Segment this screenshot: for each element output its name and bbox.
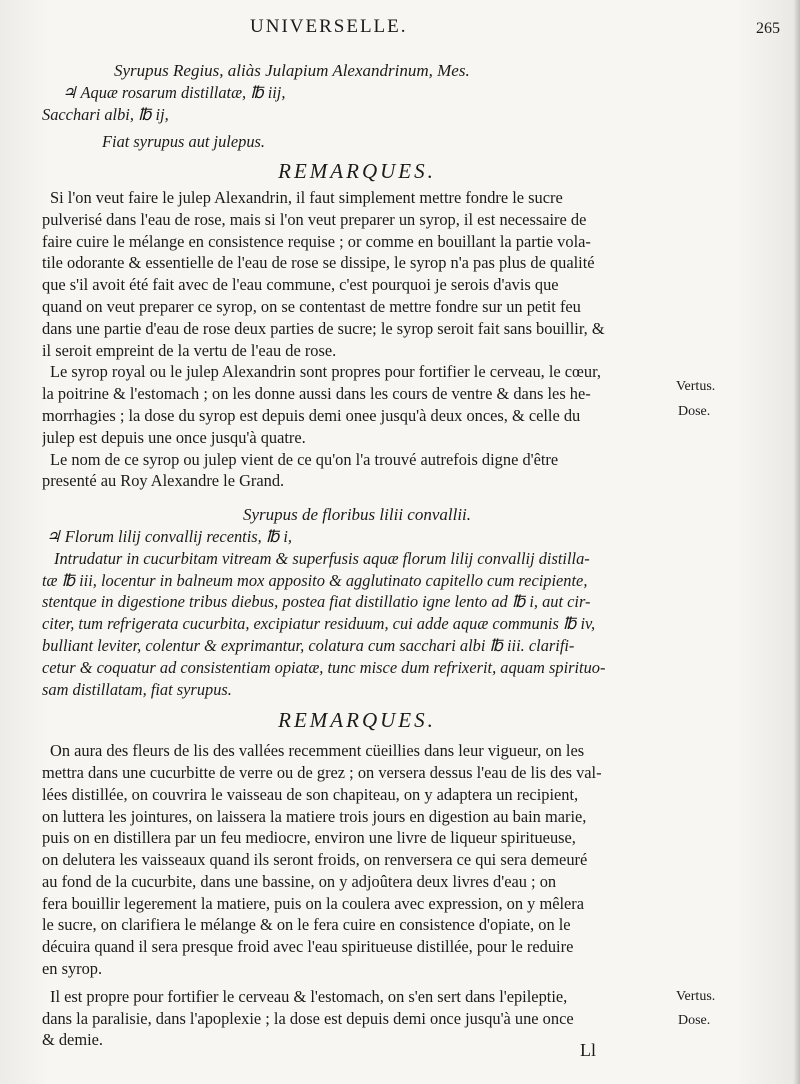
page-number: 265	[756, 20, 780, 37]
text-line: Si l'on veut faire le julep Alexandrin, il faut simplement mettre fondre le sucre	[50, 187, 563, 207]
text-line: décuira quand il sera presque froid avec l'eau spiritueuse distillée, pour le reduire	[42, 937, 574, 957]
text-line: bulliant leviter, colentur & exprimantur, colatura cum sacchari albi ℔ iii. clarifi-	[42, 635, 575, 655]
text-line: Le syrop royal ou le julep Alexandrin sont propres pour fortifier le cerveau, le cœur,	[50, 362, 601, 382]
text-line: mettra dans une cucurbitte de verre ou de grez ; on versera dessus l'eau de lis des val-	[42, 762, 602, 782]
margin-note-vertus-2: Vertus.	[676, 989, 716, 1004]
text-line: en syrop.	[42, 959, 103, 979]
margin-note-dose-2: Dose.	[678, 1013, 711, 1028]
text-line: faire cuire le mélange en consistence requise ; or comme en bouillant la partie vola-	[42, 231, 591, 251]
text-line: stentque in digestione tribus diebus, postea fiat distillatio igne lento ad ℔ i, aut cir-	[42, 592, 591, 612]
text-line: puis on en distillera par un feu mediocre, environ une livre de liqueur spiritueuse,	[42, 828, 576, 848]
text-line: dans une partie d'eau de rose deux parties de sucre; le syrop seroit fait sans bouillir, &	[42, 318, 605, 338]
text-line: dans la paralisie, dans l'apoplexie ; la dose est depuis demi once jusqu'à une once	[42, 1008, 574, 1028]
text-line: morrhagies ; la dose du syrop est depuis demi onee jusqu'à deux onces, & celle du	[42, 405, 581, 425]
text-line: Intrudatur in cucurbitam vitream & superfusis aquæ florum lilij convallij distilla-	[54, 548, 590, 568]
text-line: fera bouillir legerement la matiere, puis on la coulera avec expression, on y mêlera	[42, 893, 585, 913]
text-line: Le nom de ce syrop ou julep vient de ce qu'on l'a trouvé autrefois digne d'être	[50, 449, 559, 469]
remarques-heading-2: REMARQUES.	[278, 708, 436, 733]
text-line: on delutera les vaisseaux quand ils seront froids, on renversera ce qui sera demeuré	[42, 850, 588, 870]
recipe1-ingredient-2: Sacchari albi, ℔ ij,	[42, 104, 169, 124]
main-text	[42, 60, 672, 1051]
text-line: presenté au Roy Alexandre le Grand.	[42, 471, 285, 491]
recipe2-title: Syrupus de floribus lilii convallii.	[242, 505, 472, 525]
recipe2-body	[42, 526, 672, 700]
text-line: il seroit empreint de la vertu de l'eau de rose.	[42, 340, 337, 360]
text-line: julep est depuis une once jusqu'à quatre.	[42, 427, 306, 447]
text-line: la poitrine & l'estomach ; on les donne aussi dans les cours de ventre & dans les he-	[42, 384, 591, 404]
text-line: on luttera les jointures, on laissera la matiere trois jours en digestion au bain marie,	[42, 806, 587, 826]
remarques1-para3	[42, 449, 672, 493]
recipe1-ingredient-1: ♃ Aquæ rosarum distillatæ, ℔ iij,	[62, 82, 286, 102]
text-line: au fond de la cucurbite, dans une bassine, on y adjoûtera deux livres d'eau ; on	[42, 871, 557, 891]
remarques-heading-1: REMARQUES.	[278, 159, 436, 184]
margin-note-dose-1: Dose.	[678, 404, 711, 419]
text-line: On aura des fleurs de lis des vallées recemment cüeillies dans leur vigueur, on les	[50, 741, 585, 761]
text-line: tæ ℔ iii, locentur in balneum mox apposito & agglutinato capitello cum recipiente,	[42, 570, 588, 590]
remarques1-para2	[42, 361, 672, 448]
recipe1-title: Syrupus Regius, aliàs Julapium Alexandrinum, Mes.	[114, 61, 470, 80]
text-line: cetur & coquatur ad consistentiam opiatæ, tunc misce dum refrixerit, aquam spirituo-	[42, 657, 606, 677]
text-line: lées distillée, on couvrira le vaisseau de son chapiteau, on y adaptera un recipient,	[42, 784, 579, 804]
remarques2-para2	[42, 986, 672, 1051]
running-head: UNIVERSELLE.	[250, 16, 408, 37]
signature-mark: Ll	[580, 1040, 596, 1060]
text-line: que s'il avoit été fait avec de l'eau commune, c'est pourquoi je serois d'avis que	[42, 275, 559, 295]
text-line: quand on veut preparer ce syrop, on se contentast de mettre fondre sur un petit feu	[42, 296, 581, 316]
text-line: tile odorante & essentielle de l'eau de rose se dissipe, le syrop n'a pas plus de qualité	[42, 253, 595, 273]
remarques1-para1	[42, 187, 672, 361]
recipe1-closing: Fiat syrupus aut julepus.	[102, 132, 265, 152]
text-line: pulverisé dans l'eau de rose, mais si l'on veut preparer un syrop, il est necessaire de	[42, 209, 587, 229]
remarques2-para1	[42, 740, 672, 980]
text-line: Il est propre pour fortifier le cerveau & l'estomach, on s'en sert dans l'epileptie,	[50, 986, 568, 1006]
margin-note-vertus-1: Vertus.	[676, 379, 716, 394]
text-line: citer, tum refrigerata cucurbita, excipiatur residuum, cui adde aquæ communis ℔ iv,	[42, 614, 596, 634]
page-header	[0, 6, 800, 46]
text-line: le sucre, on clarifiera le mélange & on le fera cuire en consistence d'opiate, on le	[42, 915, 571, 935]
text-line: sam distillatam, fiat syrupus.	[42, 679, 232, 699]
page-fold-shadow	[794, 0, 800, 1084]
text-line: ♃ Florum lilij convallij recentis, ℔ i,	[46, 526, 293, 546]
text-line: & demie.	[42, 1030, 103, 1050]
